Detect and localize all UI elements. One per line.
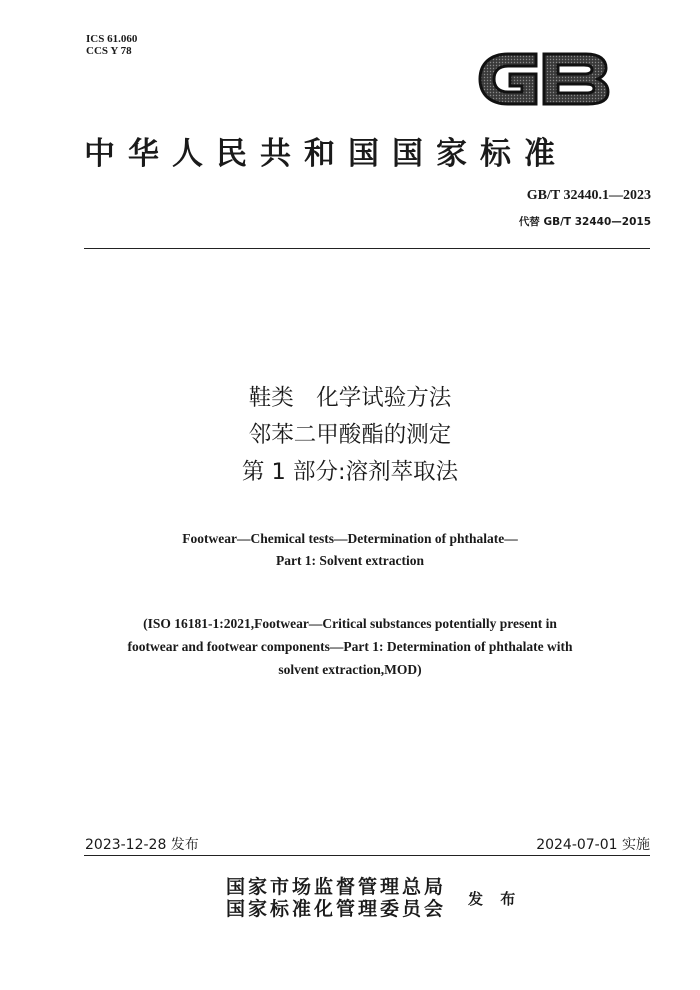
issue-date: 2023-12-28 发布 [85, 837, 199, 853]
ics-code: ICS 61.060 [86, 33, 138, 45]
classification-codes [86, 33, 137, 57]
iso-reference [0, 612, 700, 681]
english-title [0, 528, 700, 572]
english-title-line-1: Footwear—Chemical tests—Determination of phthalate— [182, 531, 518, 546]
standard-number: GB/T 32440.1—2023 [526, 188, 651, 203]
replaces-standard: 代替 GB/T 32440—2015 [518, 216, 651, 228]
iso-reference-line-1: (ISO 16181-1:2021,Footwear—Critical substances potentially present in [143, 616, 557, 631]
gb-logo-g [480, 54, 536, 104]
standard-body-title: 中华人民共和国国家标准 [84, 136, 568, 172]
header-divider [84, 248, 650, 249]
iso-reference-line-3: solvent extraction,MOD) [278, 662, 422, 677]
issuer-sac: 国家标准化管理委员会 [226, 898, 447, 920]
ccs-code: CCS Y 78 [86, 45, 132, 57]
gb-logo-icon [474, 40, 614, 118]
issuing-authorities [226, 876, 446, 920]
chinese-title-line-1: 鞋类 化学试验方法 [248, 385, 452, 411]
issue-action: 发 布 [468, 890, 522, 908]
chinese-title-line-3: 第 1 部分:溶剂萃取法 [241, 459, 459, 485]
english-title-line-2: Part 1: Solvent extraction [275, 553, 425, 568]
footer-divider [84, 855, 650, 856]
chinese-title [0, 380, 700, 491]
issuer-samr: 国家市场监督管理总局 [226, 876, 447, 898]
implementation-date: 2024-07-01 实施 [536, 837, 650, 853]
chinese-title-line-2: 邻苯二甲酸酯的测定 [248, 422, 452, 448]
iso-reference-line-2: footwear and footwear components—Part 1: Determination of phthalate with [127, 639, 573, 654]
gb-logo-b [544, 54, 608, 104]
